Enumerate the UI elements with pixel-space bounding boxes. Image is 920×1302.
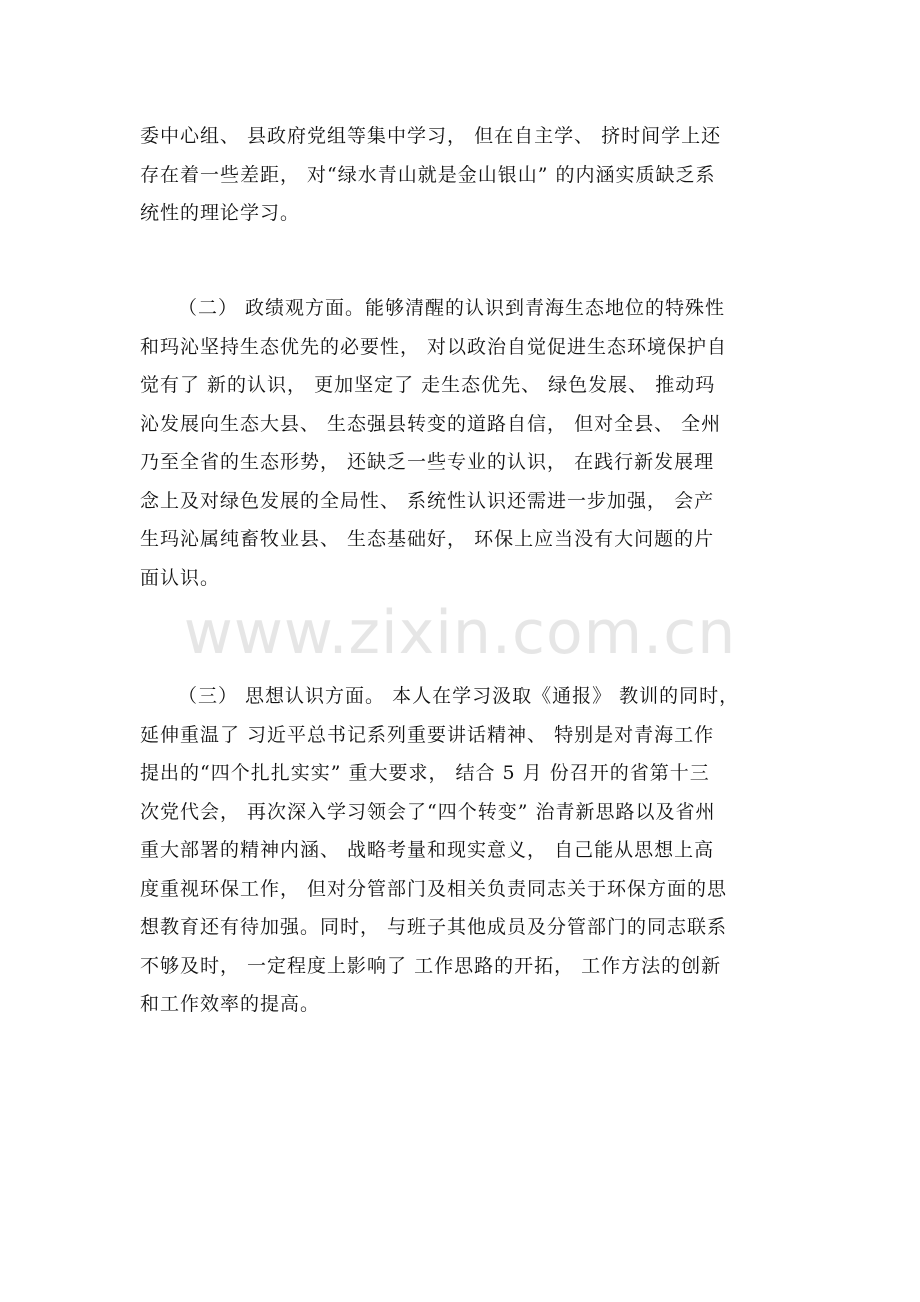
text-line: 统性的理论学习。 xyxy=(140,202,301,224)
text-line: 想教育还有待加强。同时， 与班子其他成员及分管部门的同志联系 xyxy=(140,916,728,938)
paragraph-ideological-understanding xyxy=(140,677,800,1024)
text-line: 延伸重温了 习近平总书记系列重要讲话精神、 特别是对青海工作 xyxy=(140,723,715,746)
text-line: （二） 政绩观方面。能够清醒的认识到青海生态地位的特殊性 xyxy=(178,297,726,319)
paragraph-political-achievement-view xyxy=(140,289,800,597)
text-line: 觉有了 新的认识， 更加坚定了 走生态优先、 绿色发展、 推动玛 xyxy=(140,374,716,396)
text-line: 委中心组、 县政府党组等集中学习， 但在自主学、 挤时间学上还 xyxy=(140,125,722,147)
text-line: 和工作效率的提高。 xyxy=(140,993,321,1015)
text-line: 生玛沁属纯畜牧业县、 生态基础好， 环保上应当没有大问题的片 xyxy=(140,528,715,550)
text-line: 度重视环保工作， 但对分管部门及相关负责同志关于环保方面的思 xyxy=(140,877,728,900)
text-line: （三） 思想认识方面。 本人在学习汲取《通报》 教训的同时， xyxy=(178,685,740,707)
text-line: 念上及对绿色发展的全局性、 系统性认识还需进一步加强， 会产 xyxy=(140,489,715,512)
text-line: 沁发展向生态大县、 生态强县转变的道路自信， 但对全县、 全州 xyxy=(140,412,722,435)
text-line: 提出的“四个扎扎实实” 重大要求， 结合 5 月 份召开的省第十三 xyxy=(140,762,710,784)
text-line: 次党代会， 再次深入学习领会了“四个转变” 治青新思路以及省州 xyxy=(140,800,716,823)
text-line: 重大部署的精神内涵、 战略考量和现实意义， 自己能从思想上高 xyxy=(140,839,715,861)
watermark: www.zixin.com.cn xyxy=(183,598,737,668)
text-line: 不够及时， 一定程度上影响了 工作思路的开拓， 工作方法的创新 xyxy=(140,954,722,977)
text-line: 乃至全省的生态形势， 还缺乏一些专业的认识， 在践行新发展理 xyxy=(140,451,715,473)
text-line: 存在着一些差距， 对“绿水青山就是金山银山” 的内涵实质缺乏系 xyxy=(140,163,716,186)
text-line: 和玛沁坚持生态优先的必要性， 对以政治自觉促进生态环境保护自 xyxy=(140,335,728,358)
paragraph-continuation xyxy=(140,117,800,233)
text-line: 面认识。 xyxy=(140,566,221,589)
